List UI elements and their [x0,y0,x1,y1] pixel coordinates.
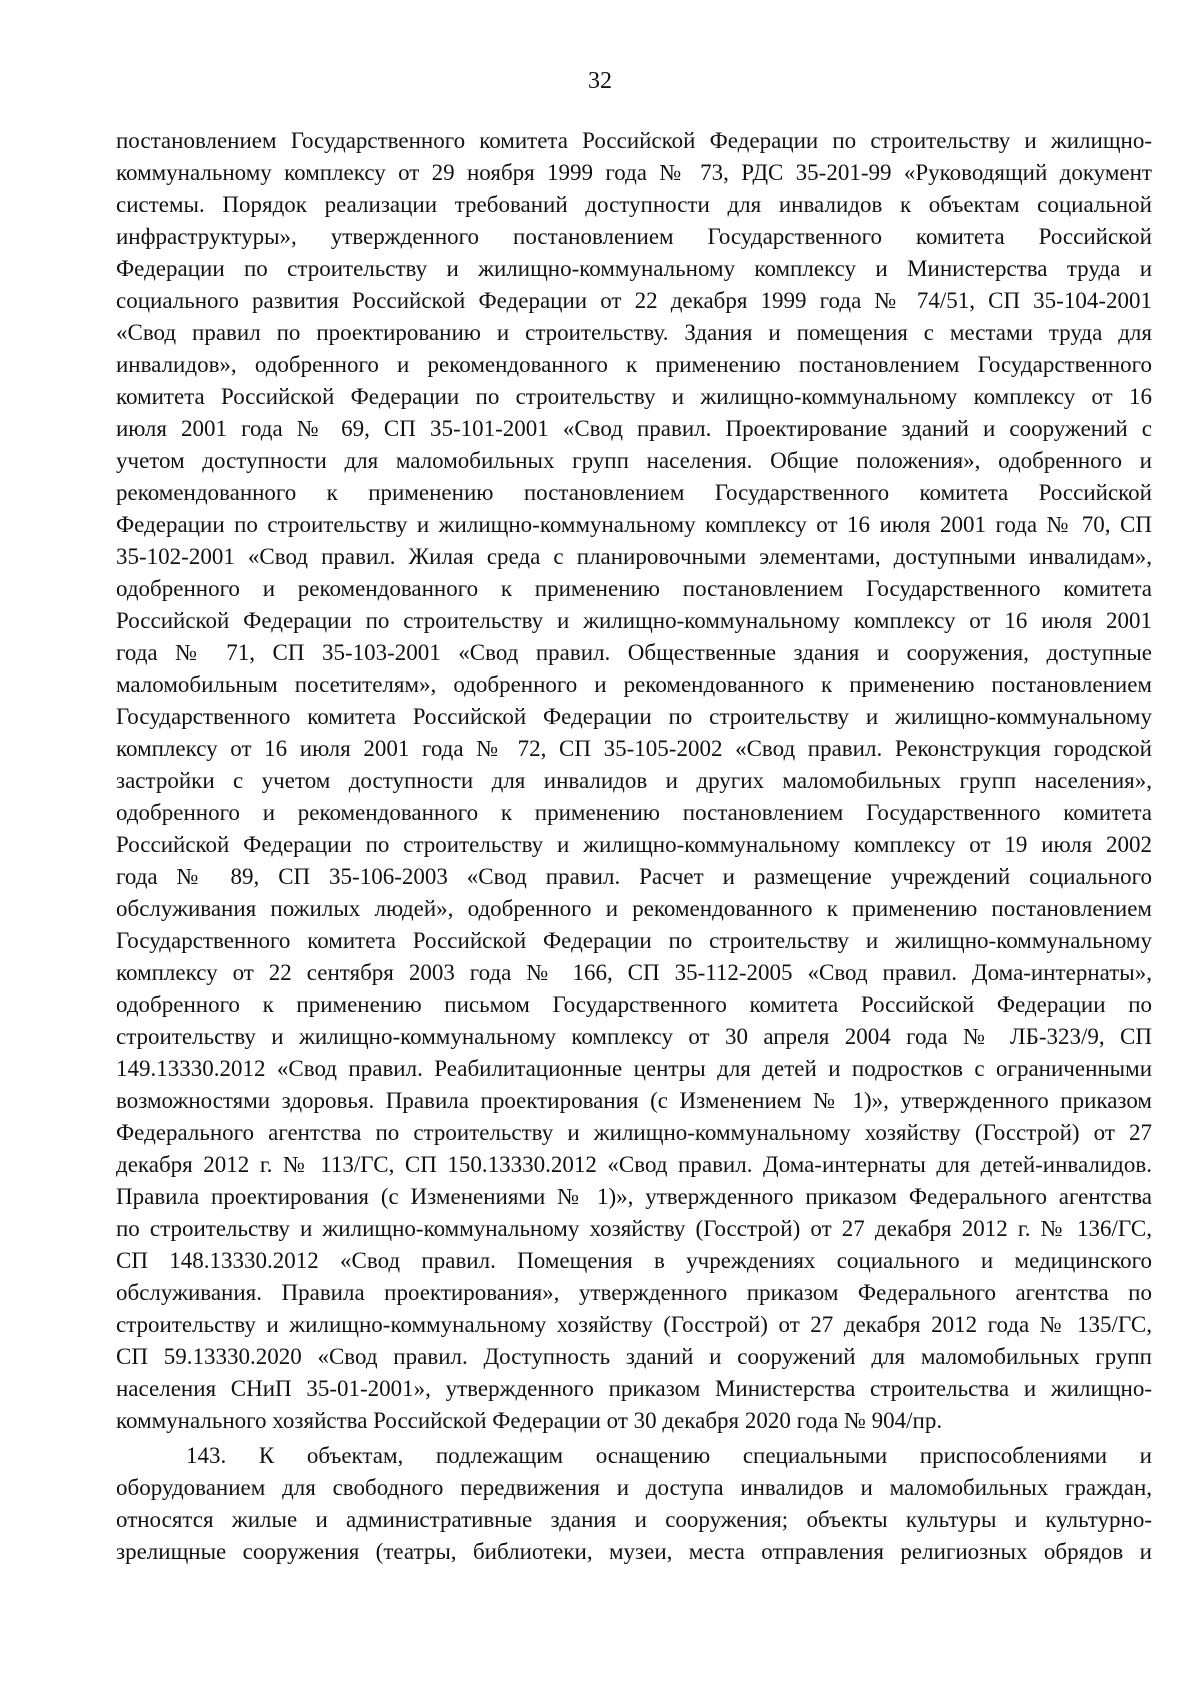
text-line: СП 148.13330.2012 «Свод правил. Помещения в учреждениях социального и медицинского [116,1248,1152,1273]
text-line: маломобильным посетителям», одобренного и рекомендованного к применению постановлением [116,672,1152,697]
text-line: одобренного и рекомендованного к применению постановлением Государственного комитета [116,800,1152,825]
text-line: инвалидов», одобренного и рекомендованного к применению постановлением Государственного [116,352,1152,377]
text-line: комплексу от 16 июля 2001 года № 72, СП 35-105-2002 «Свод правил. Реконструкция городской [116,736,1152,761]
text-line: застройки с учетом доступности для инвалидов и других маломобильных групп населения», [116,768,1152,793]
text-line: оборудованием для свободного передвижения и доступа инвалидов и маломобильных граждан, [116,1475,1152,1500]
text-line: возможностями здоровья. Правила проектирования (с Изменением № 1)», утвержденного приказом [116,1088,1152,1113]
text-line: коммунального хозяйства Российской Федерации от 30 декабря 2020 года № 904/пр. [116,1408,943,1433]
text-line: Российской Федерации по строительству и жилищно-коммунальному комплексу от 16 июля 2001 [116,608,1152,633]
text-line: Федерального агентства по строительству и жилищно-коммунальному хозяйству (Госстрой) от 27 [116,1120,1152,1145]
text-line: 143. К объектам, подлежащим оснащению специальными приспособлениями и [186,1443,1152,1468]
text-line: системы. Порядок реализации требований доступности для инвалидов к объектам социальной [116,192,1152,217]
text-line: учетом доступности для маломобильных групп населения. Общие положения», одобренного и [116,448,1152,473]
text-line: Правила проектирования (с Изменениями № 1)», утвержденного приказом Федерального агентства [116,1184,1152,1209]
text-line: 35-102-2001 «Свод правил. Жилая среда с планировочными элементами, доступными инвалидам», [116,544,1152,569]
text-line: июля 2001 года № 69, СП 35-101-2001 «Свод правил. Проектирование зданий и сооружений с [116,416,1152,441]
text-line: обслуживания. Правила проектирования», утвержденного приказом Федерального агентства по [116,1280,1152,1305]
text-line: Государственного комитета Российской Федерации по строительству и жилищно-коммунальному [116,928,1152,953]
text-line: одобренного к применению письмом Государственного комитета Российской Федерации по [116,992,1152,1017]
paragraph-143 [116,1440,1152,1568]
text-line: относятся жилые и административные здания и сооружения; объекты культуры и культурно- [116,1507,1152,1532]
paragraph-continued [116,125,1152,1437]
text-line: комитета Российской Федерации по строительству и жилищно-коммунальному комплексу от 16 [116,384,1152,409]
text-line: населения СНиП 35-01-2001», утвержденного приказом Министерства строительства и жилищно- [116,1376,1152,1401]
text-line: коммунальному комплексу от 29 ноября 1999 года № 73, РДС 35-201-99 «Руководящий документ [116,160,1152,185]
text-line: зрелищные сооружения (театры, библиотеки, музеи, места отправления религиозных обрядов и [116,1539,1152,1564]
text-line: Российской Федерации по строительству и жилищно-коммунальному комплексу от 19 июля 2002 [116,832,1152,857]
text-line: комплексу от 22 сентября 2003 года № 166, СП 35-112-2005 «Свод правил. Дома-интернаты», [116,960,1152,985]
text-line: строительству и жилищно-коммунальному хозяйству (Госстрой) от 27 декабря 2012 года № 135/ГС, [116,1312,1152,1337]
body-text [116,125,1152,1568]
text-line: постановлением Государственного комитета Российской Федерации по строительству и жилищно- [116,128,1152,153]
text-line: года № 71, СП 35-103-2001 «Свод правил. Общественные здания и сооружения, доступные [116,640,1152,665]
text-line: социального развития Российской Федерации от 22 декабря 1999 года № 74/51, СП 35-104-2001 [116,288,1152,313]
text-line: «Свод правил по проектированию и строительству. Здания и помещения с местами труда для [116,320,1152,345]
text-line: Федерации по строительству и жилищно-коммунальному комплексу от 16 июля 2001 года № 70, СП [116,512,1152,537]
text-line: СП 59.13330.2020 «Свод правил. Доступность зданий и сооружений для маломобильных групп [116,1344,1152,1369]
text-line: по строительству и жилищно-коммунальному хозяйству (Госстрой) от 27 декабря 2012 г. № 136/ГС, [116,1216,1152,1241]
text-line: одобренного и рекомендованного к применению постановлением Государственного комитета [116,576,1152,601]
text-line: инфраструктуры», утвержденного постановлением Государственного комитета Российской [116,224,1152,249]
text-line: Федерации по строительству и жилищно-коммунальному комплексу и Министерства труда и [116,256,1152,281]
text-line: строительству и жилищно-коммунальному комплексу от 30 апреля 2004 года № ЛБ-323/9, СП [116,1024,1152,1049]
text-line: года № 89, СП 35-106-2003 «Свод правил. Расчет и размещение учреждений социального [116,864,1152,889]
text-line: обслуживания пожилых людей», одобренного и рекомендованного к применению постановлением [116,896,1152,921]
text-line: Государственного комитета Российской Федерации по строительству и жилищно-коммунальному [116,704,1152,729]
text-line: 149.13330.2012 «Свод правил. Реабилитационные центры для детей и подростков с ограниченными [116,1056,1152,1081]
text-line: декабря 2012 г. № 113/ГС, СП 150.13330.2012 «Свод правил. Дома-интернаты для детей-инвалидов. [116,1152,1152,1177]
page-number: 32 [588,68,612,94]
text-line: рекомендованного к применению постановлением Государственного комитета Российской [116,480,1152,505]
